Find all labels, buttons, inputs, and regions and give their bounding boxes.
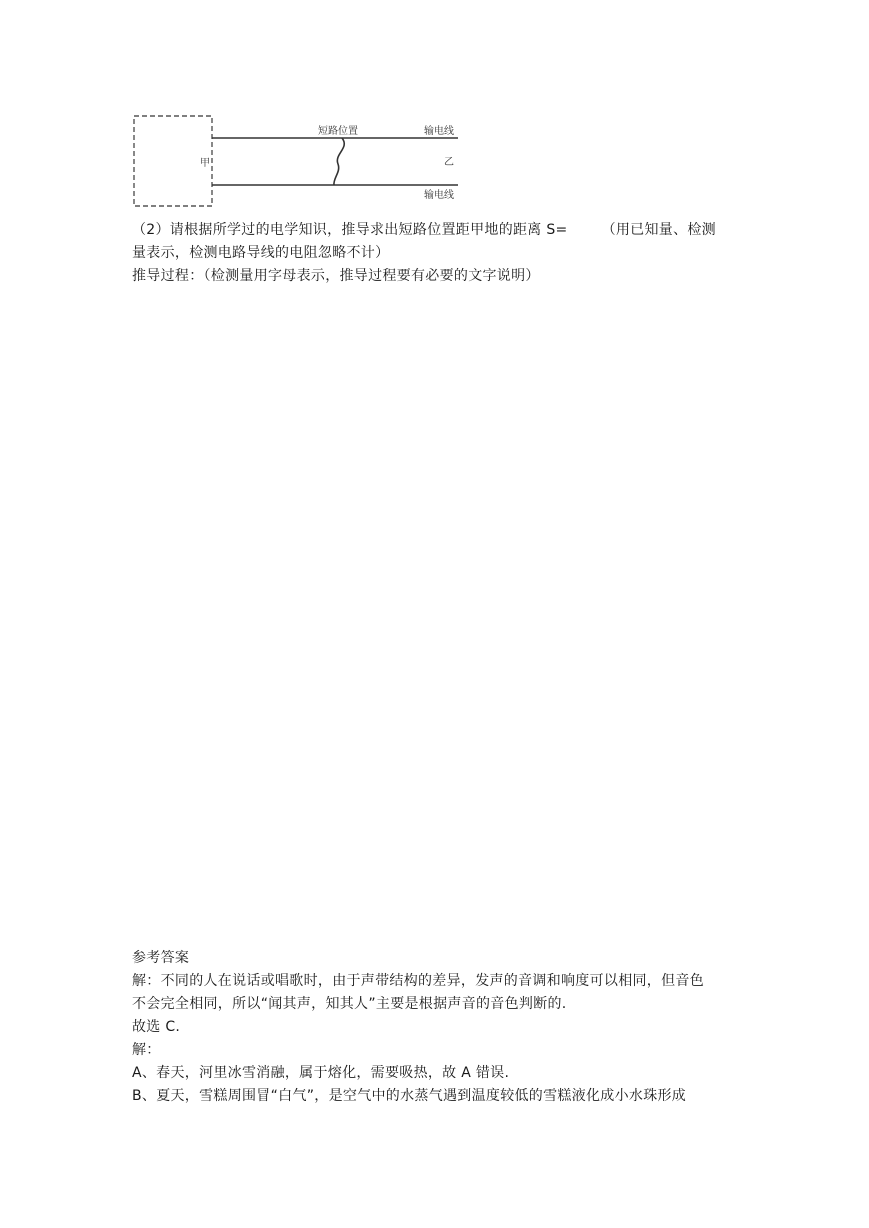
label-yi: 乙 (444, 157, 454, 168)
answer-line: 解： (132, 1042, 161, 1058)
answer-line: B、夏天，雪糕周围冒“白气”，是空气中的水蒸气遇到温度较低的雪糕液化成小水珠形成 (132, 1088, 687, 1104)
question-line-1 (132, 219, 744, 242)
short-circuit-wire (334, 138, 344, 185)
question-line-3: 推导过程：（检测量用字母表示，推导过程要有必要的文字说明） (132, 268, 540, 284)
label-line-top: 输电线 (424, 126, 454, 137)
question-block (132, 219, 744, 288)
answer-line: 不会完全相同，所以“闻其声，知其人”主要是根据声音的音色判断的. (132, 996, 567, 1012)
label-jia: 甲 (200, 158, 210, 169)
answer-line: 解：不同的人在说话或唱歌时，由于声带结构的差异，发声的音调和响度可以相同，但音色 (132, 973, 704, 989)
answer-block (132, 947, 744, 1108)
label-line-bottom: 输电线 (424, 190, 454, 201)
circuit-diagram-svg (128, 108, 468, 212)
answer-line: A、春天，河里冰雪消融，属于熔化，需要吸热，故 A 错误. (132, 1065, 510, 1081)
question-line-2: 量表示，检测电路导线的电阻忽略不计） (132, 245, 390, 261)
answer-heading: 参考答案 (132, 950, 190, 966)
question-text-after-blank: （用已知量、检测 (601, 222, 716, 238)
answer-line: 故选 C. (132, 1019, 181, 1035)
circuit-diagram (128, 108, 468, 212)
label-fault-position: 短路位置 (318, 126, 358, 137)
question-text-before-blank: （2）请根据所学过的电学知识，推导求出短路位置距甲地的距离 S= (132, 222, 568, 238)
